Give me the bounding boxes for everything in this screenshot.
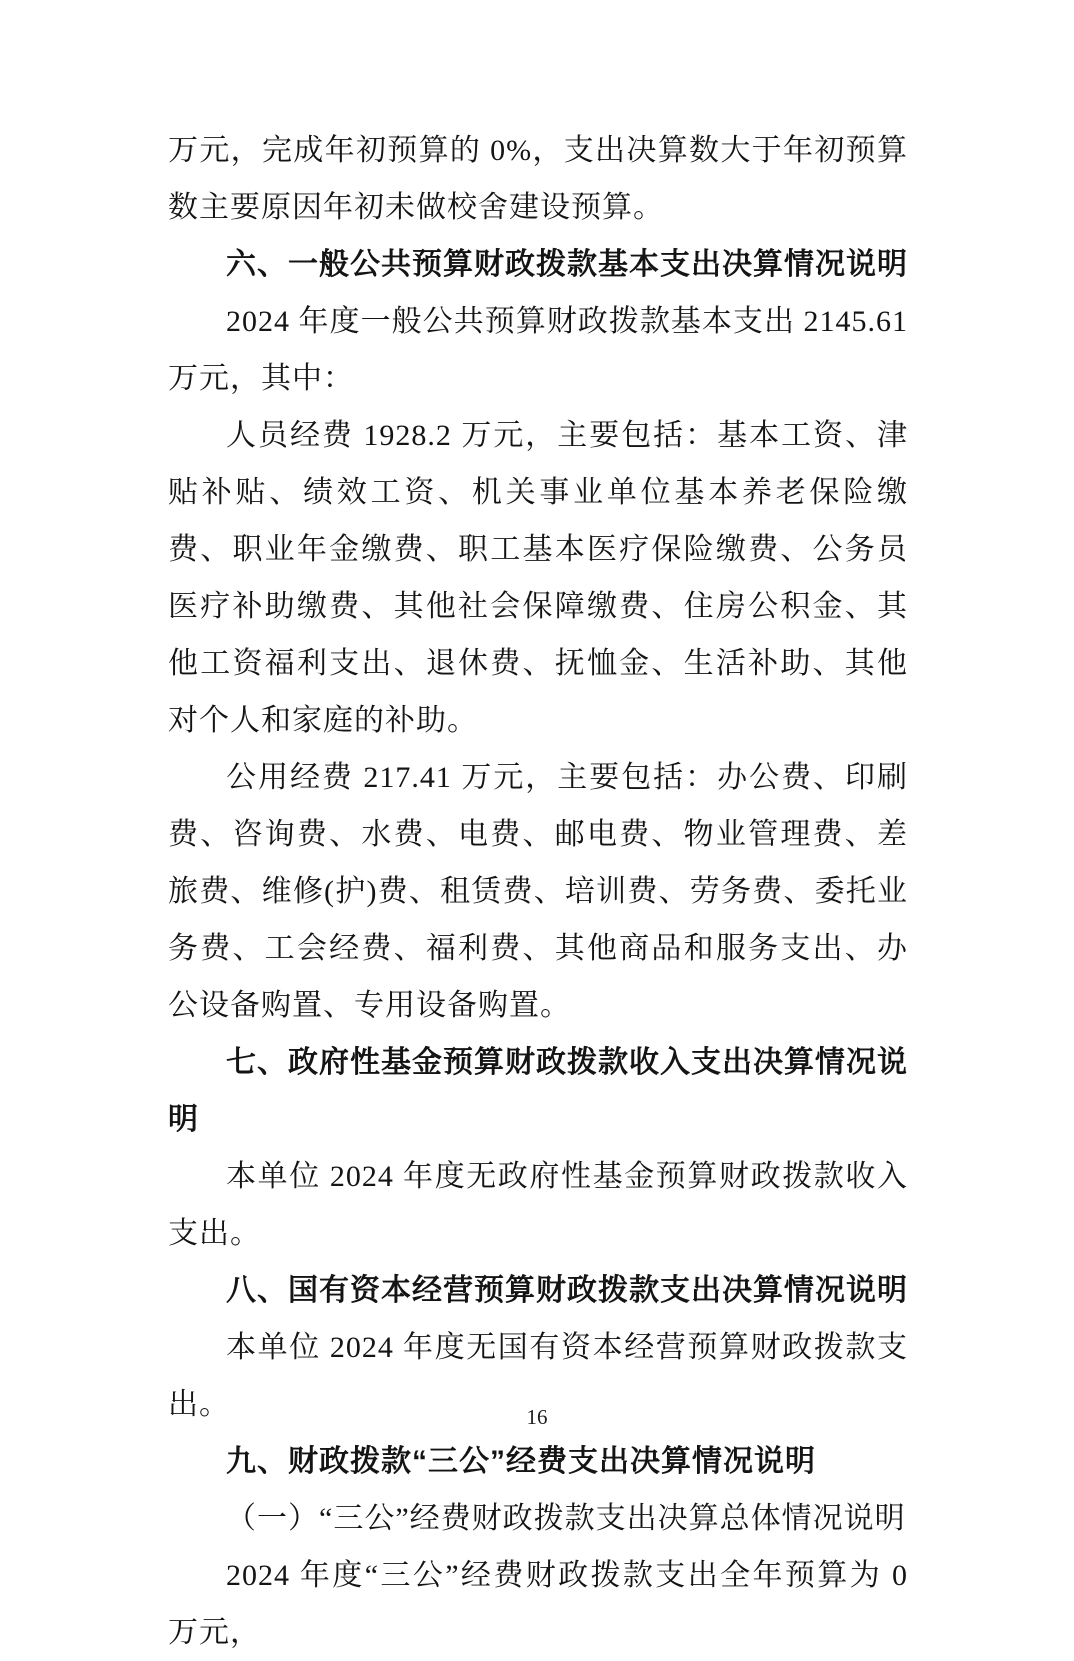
section-heading-6: 六、一般公共预算财政拨款基本支出决算情况说明 — [226, 248, 908, 281]
paragraph-government-fund-statement: 本单位 2024 年度无政府性基金预算财政拨款收入支出。 — [168, 1160, 908, 1250]
paragraph-basic-expenditure-total: 2024 年度一般公共预算财政拨款基本支出 2145.61 万元，其中： — [168, 305, 908, 395]
section-heading-8: 八、国有资本经营预算财政拨款支出决算情况说明 — [226, 1274, 908, 1307]
section-heading-9: 九、财政拨款“三公”经费支出决算情况说明 — [226, 1445, 816, 1478]
paragraph-sangong-budget: 2024 年度“三公”经费财政拨款支出全年预算为 0 万元， — [168, 1559, 908, 1649]
paragraph-continuation: 万元，完成年初预算的 0%，支出决算数大于年初预算数主要原因年初未做校舍建设预算。 — [168, 134, 908, 224]
paragraph-personnel-funds: 人员经费 1928.2 万元，主要包括：基本工资、津贴补贴、绩效工资、机关事业单位基本养老保险缴费、职业年金缴费、职工基本医疗保险缴费、公务员医疗补助缴费、其他社会保障缴费、住房公积金、其他工资福利支出、退休费、抚恤金、生活补助、其他对个人和家庭的补助。 — [168, 419, 908, 737]
page-number: 16 — [526, 1405, 548, 1429]
paragraph-public-funds: 公用经费 217.41 万元，主要包括：办公费、印刷费、咨询费、水费、电费、邮电费、物业管理费、差旅费、维修(护)费、租赁费、培训费、劳务费、委托业务费、工会经费、福利费、其他商品和服务支出、办公设备购置、专用设备购置。 — [168, 761, 908, 1022]
sub-heading-9-1: （一）“三公”经费财政拨款支出决算总体情况说明 — [226, 1502, 906, 1535]
paragraph-state-capital-statement: 本单位 2024 年度无国有资本经营预算财政拨款支出。 — [168, 1331, 908, 1421]
section-heading-7: 七、政府性基金预算财政拨款收入支出决算情况说明 — [168, 1046, 908, 1136]
